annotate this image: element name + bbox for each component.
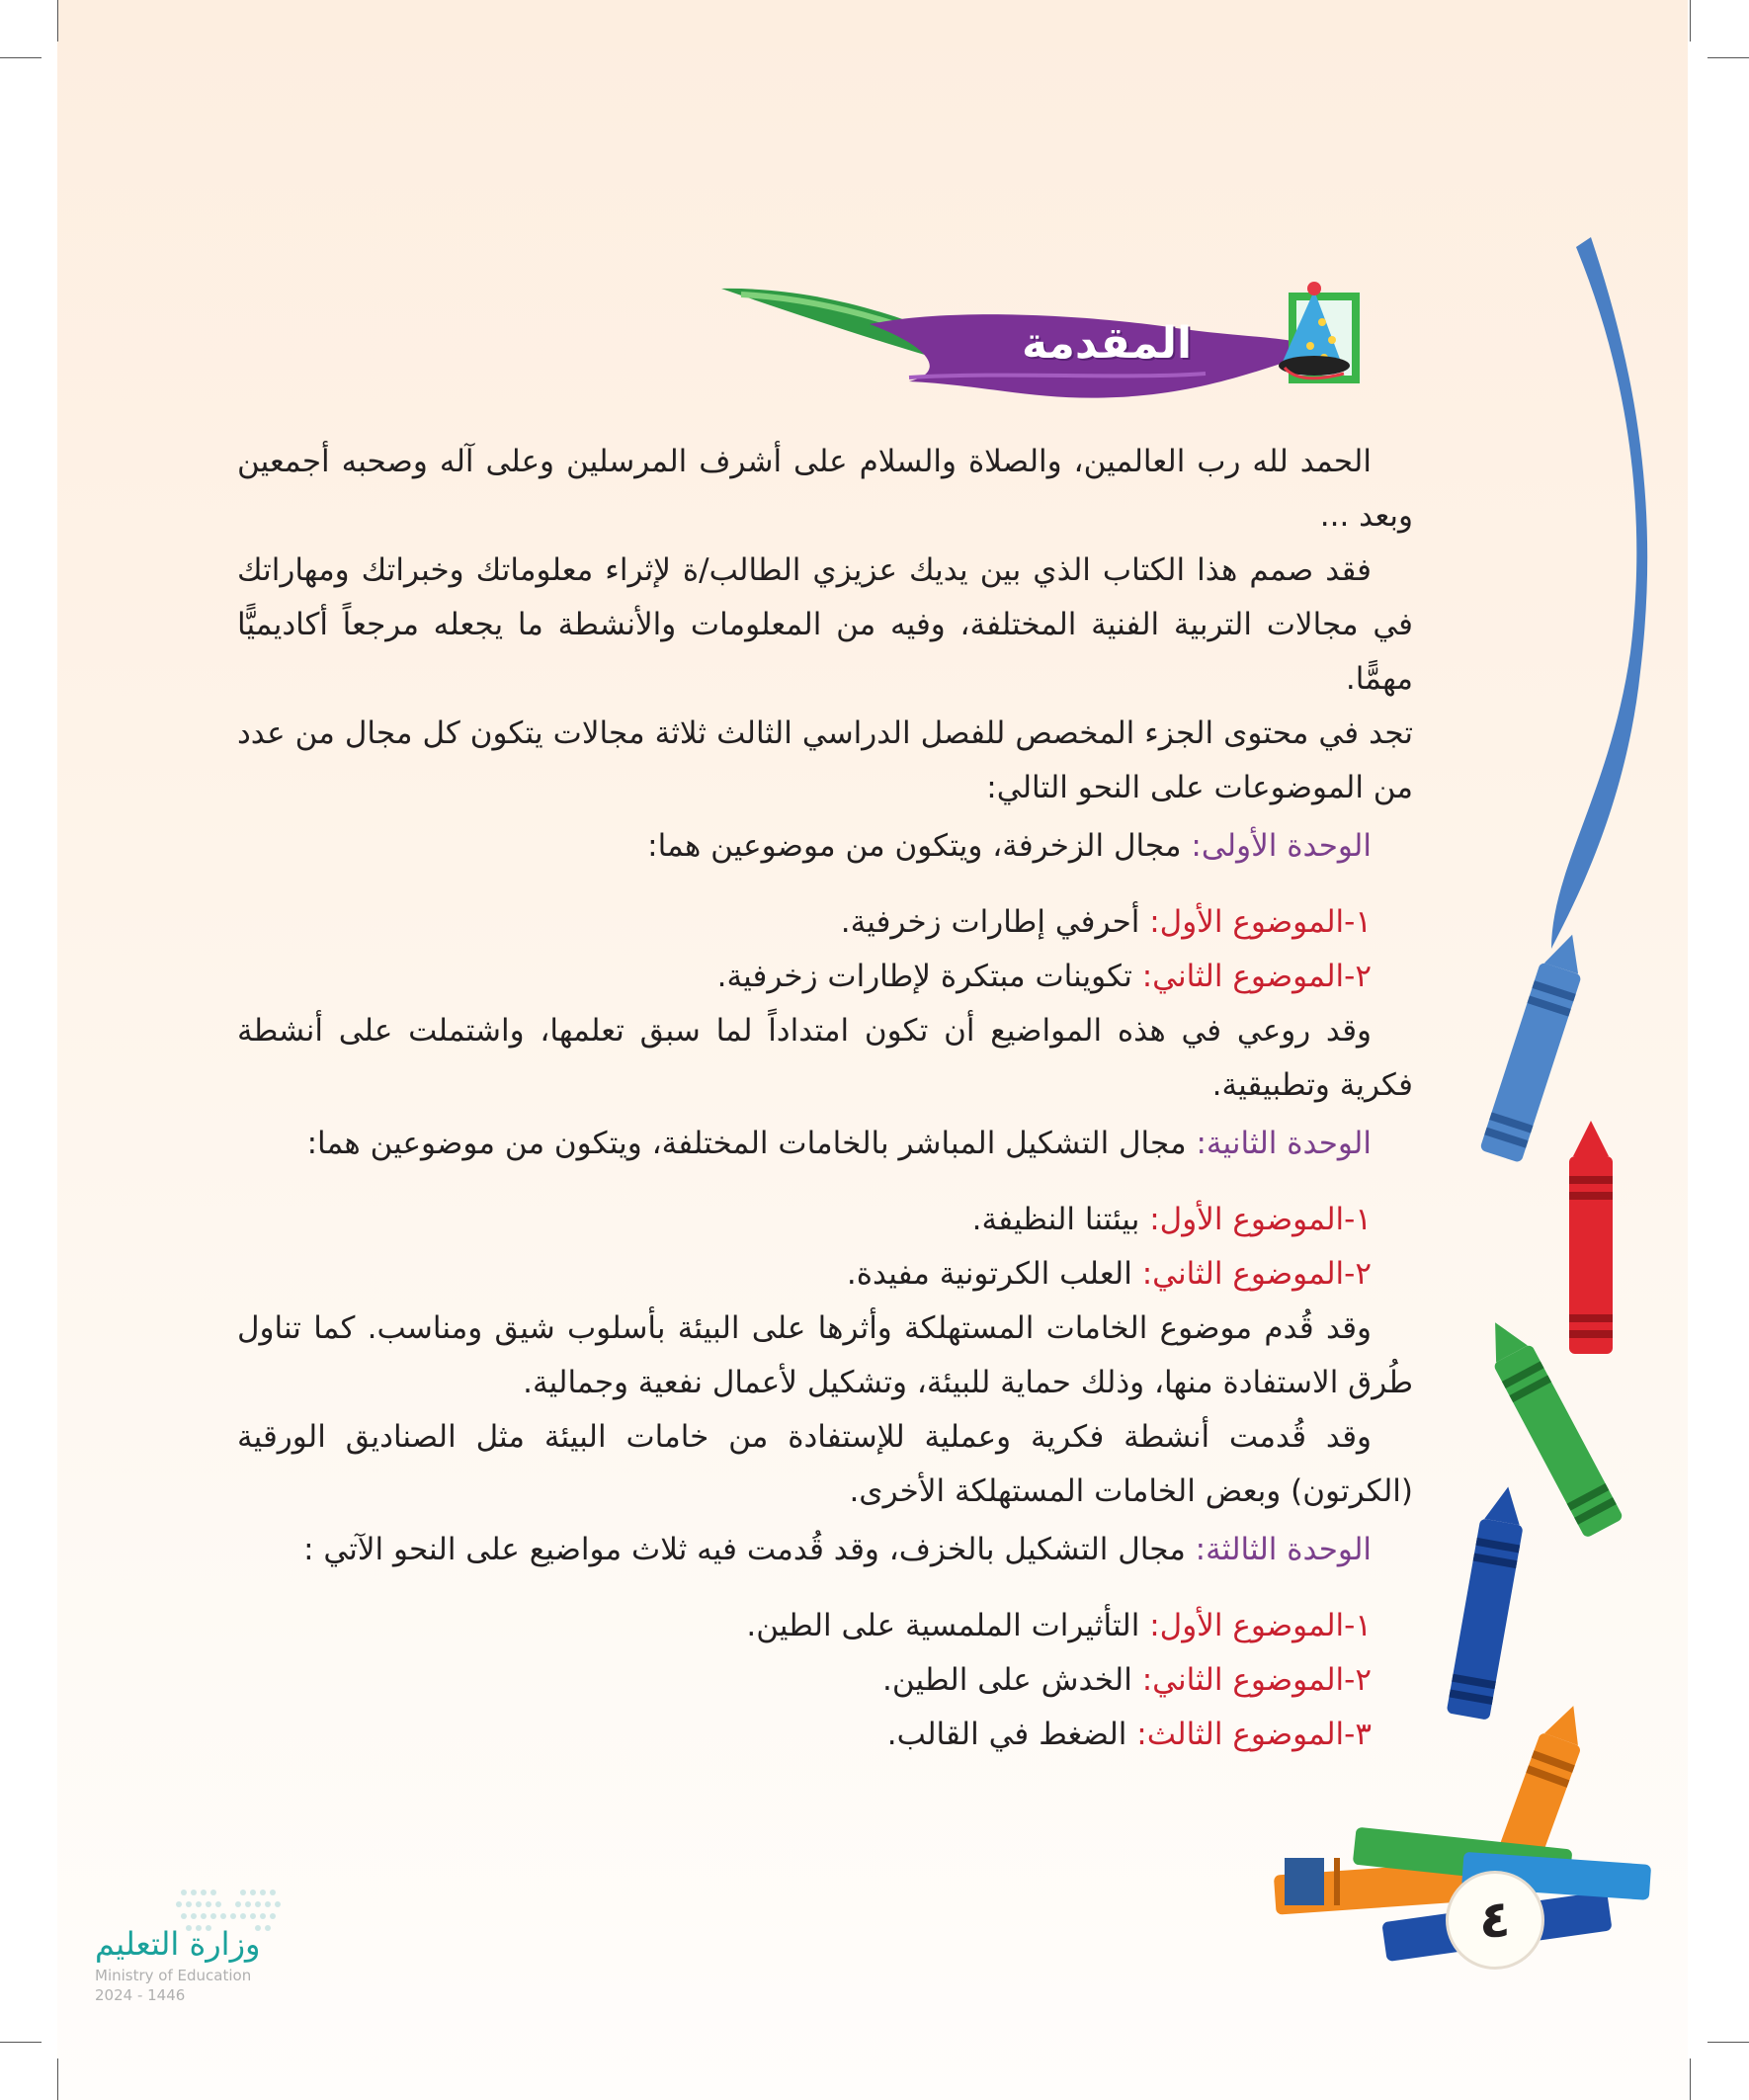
crop-mark [1690, 2058, 1691, 2100]
ministry-name-english: Ministry of Education [95, 1967, 252, 1984]
unit-text: مجال الزخرفة، ويتكون من موضوعين هما: [647, 828, 1182, 864]
topic-text: أحرفي إطارات زخرفية. [840, 904, 1140, 940]
unit-note: وقد قُدم موضوع الخامات المستهلكة وأثرها على البيئة بأسلوب شيق ومناسب. كما تناول طُرق الاستفادة منها، وذلك حماية للبيئة، وتشكيل لأعمال نفعية وجمالية. [237, 1310, 1413, 1400]
topic-label: ٢-الموضوع الثاني: [1141, 1662, 1372, 1698]
unit-label: الوحدة الأولى: [1191, 828, 1372, 864]
ministry-year: 2024 - 1446 [95, 1986, 186, 2004]
topic-label: ١-الموضوع الأول: [1149, 1608, 1372, 1643]
unit-note: وقد قُدمت أنشطة فكرية وعملية للإستفادة من خامات البيئة مثل الصناديق الورقية (الكرتون) وبعض الخامات المستهلكة الأخرى. [237, 1419, 1413, 1509]
topic-label: ١-الموضوع الأول: [1149, 904, 1372, 940]
topic-label: ٣-الموضوع الثالث: [1136, 1717, 1372, 1752]
page-number: ٤ [1446, 1871, 1544, 1970]
unit-label: الوحدة الثالثة: [1195, 1532, 1372, 1567]
ministry-name-arabic: وزارة التعليم [95, 1925, 261, 1963]
paragraph-greeting: الحمد لله رب العالمين، والصلاة والسلام على أشرف المرسلين وعلى آله وصحبه أجمعين وبعد ... [237, 444, 1413, 534]
crayon-blue-dark [1447, 1483, 1530, 1721]
crop-mark [1690, 0, 1691, 42]
topic-text: العلب الكرتونية مفيدة. [846, 1256, 1132, 1292]
crop-mark [1707, 57, 1749, 58]
unit-text: مجال التشكيل المباشر بالخامات المختلفة، ويتكون من موضوعين هما: [306, 1126, 1187, 1161]
crayon-red [1569, 1121, 1613, 1354]
paragraph-purpose: فقد صمم هذا الكتاب الذي بين يديك عزيزي الطالب/ة لإثراء معلوماتك وخبراتك ومهاراتك في مجالات التربية الفنية المختلفة، وفيه من المعلومات والأنشطة ما يجعله مرجعاً أكاديميًّا مهمًّا. [237, 552, 1413, 697]
unit-note: وقد روعي في هذه المواضيع أن تكون امتداداً لما سبق تعلمها، واشتملت على أنشطة فكرية وتطبيقية. [237, 1013, 1413, 1103]
topic-text: الخدش على الطين. [882, 1662, 1132, 1698]
unit-label: الوحدة الثانية: [1196, 1126, 1372, 1161]
topic-text: بيئتنا النظيفة. [971, 1202, 1140, 1237]
topic-text: التأثيرات الملمسية على الطين. [746, 1608, 1140, 1643]
topic-label: ٢-الموضوع الثاني: [1141, 1256, 1372, 1292]
crop-mark [57, 2058, 58, 2100]
topic-text: الضغط في القالب. [886, 1717, 1127, 1752]
topic-label: ١-الموضوع الأول: [1149, 1202, 1372, 1237]
crop-mark [1707, 2042, 1749, 2043]
paint-stroke [1551, 237, 1647, 949]
topic-text: تكوينات مبتكرة لإطارات زخرفية. [716, 959, 1132, 994]
crop-mark [57, 0, 58, 42]
crop-mark [0, 57, 42, 58]
unit-text: مجال التشكيل بالخزف، وقد قُدمت فيه ثلاث مواضيع على النحو الآتي : [303, 1532, 1186, 1567]
crayon-decoration [1235, 237, 1709, 2016]
crop-mark [0, 2042, 42, 2043]
page-title: المقدمة [1021, 318, 1193, 369]
paragraph-overview: تجد في محتوى الجزء المخصص للفصل الدراسي الثالث ثلاثة مجالات يتكون كل مجال من عدد من الموضوعات على النحو التالي: [237, 715, 1413, 805]
topic-label: ٢-الموضوع الثاني: [1141, 959, 1372, 994]
crayon-blue-light [1479, 928, 1593, 1163]
